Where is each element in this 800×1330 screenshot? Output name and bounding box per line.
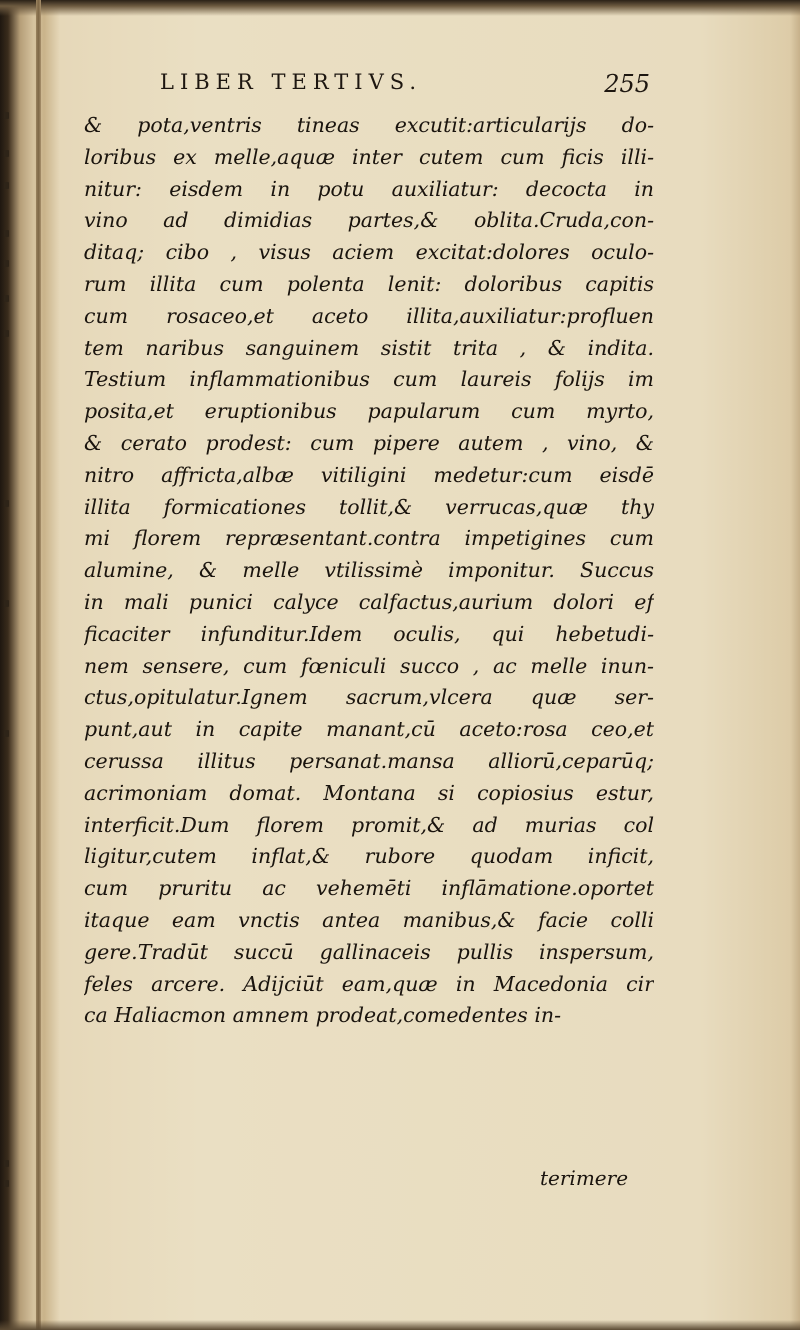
text-line: ditaq; cibo , visus aciem excitat:dolores oculo- <box>84 240 654 265</box>
text-line: ligitur,cutem inflat,& rubore quodam inficit, <box>84 844 654 869</box>
text-line: cerussa illitus persanat.mansa alliorū,ceparūq; <box>84 748 654 773</box>
text-line: in mali punici calyce calfactus,aurium dolori ef <box>84 589 654 614</box>
body-text <box>84 110 654 1032</box>
text-line: ctus,opitulatur.Ignem sacrum,vlcera quæ ser- <box>84 685 654 710</box>
text-line: illita formicationes tollit,& verrucas,quæ thy <box>84 494 654 519</box>
text-line: cum pruritu ac vehemēti inflāmatione.oportet <box>84 876 654 901</box>
text-line: acrimoniam domat. Montana si copiosius estur, <box>84 780 654 805</box>
text-line: feles arcere. Adijciūt eam,quæ in Macedonia cir <box>84 971 654 996</box>
text-line: punt,aut in capite manant,cū aceto:rosa ceo,et <box>84 717 654 742</box>
text-line: interficit.Dum florem promit,& ad murias col <box>84 812 654 837</box>
text-line: nitur: eisdem in potu auxiliatur: decocta in <box>84 176 654 201</box>
catchword: terimere <box>540 1166 629 1190</box>
page-top-shadow <box>0 0 800 16</box>
text-line: posita,et eruptionibus papularum cum myrto, <box>84 399 654 424</box>
text-line: ca Haliacmon amnem prodeat,comedentes in- <box>84 1003 562 1028</box>
text-line: Testium inflammationibus cum laureis folijs im <box>84 367 654 392</box>
text-line: nem sensere, cum fœniculi succo , ac melle inun- <box>84 653 654 678</box>
text-line: mi florem repræsentant.contra impetigines cum <box>84 526 654 551</box>
page-number: 255 <box>604 70 650 98</box>
text-line: tem naribus sanguinem sistit trita , & indita. <box>84 335 654 360</box>
text-line: & cerato prodest: cum pipere autem , vino, & <box>84 430 654 455</box>
text-line: loribus ex melle,aquæ inter cutem cum ficis illi- <box>84 144 654 169</box>
text-line: rum illita cum polenta lenit: doloribus capitis <box>84 271 654 296</box>
text-line: nitro affricta,albæ vitiligini medetur:cum eisdē <box>84 462 654 487</box>
text-line: & pota,ventris tineas excutit:articularijs do- <box>84 113 654 137</box>
page-header <box>160 70 660 104</box>
facing-page-edge-marks <box>0 100 14 1250</box>
text-line: alumine, & melle vtilissimè imponitur. Succus <box>84 558 654 583</box>
book-spine-edge <box>36 0 41 1330</box>
running-head: LIBER TERTIVS. <box>160 70 423 94</box>
text-line: ficaciter infunditur.Idem oculis, qui hebetudi- <box>84 621 654 646</box>
text-line: vino ad dimidias partes,& oblita.Cruda,con- <box>84 208 654 233</box>
text-line: itaque eam vnctis antea manibus,& facie colli <box>84 907 654 932</box>
text-line: gere.Tradūt succū gallinaceis pullis inspersum, <box>84 939 654 964</box>
page-bottom-shadow <box>0 1320 800 1330</box>
text-line: cum rosaceo,et aceto illita,auxiliatur:profluen <box>84 303 654 328</box>
